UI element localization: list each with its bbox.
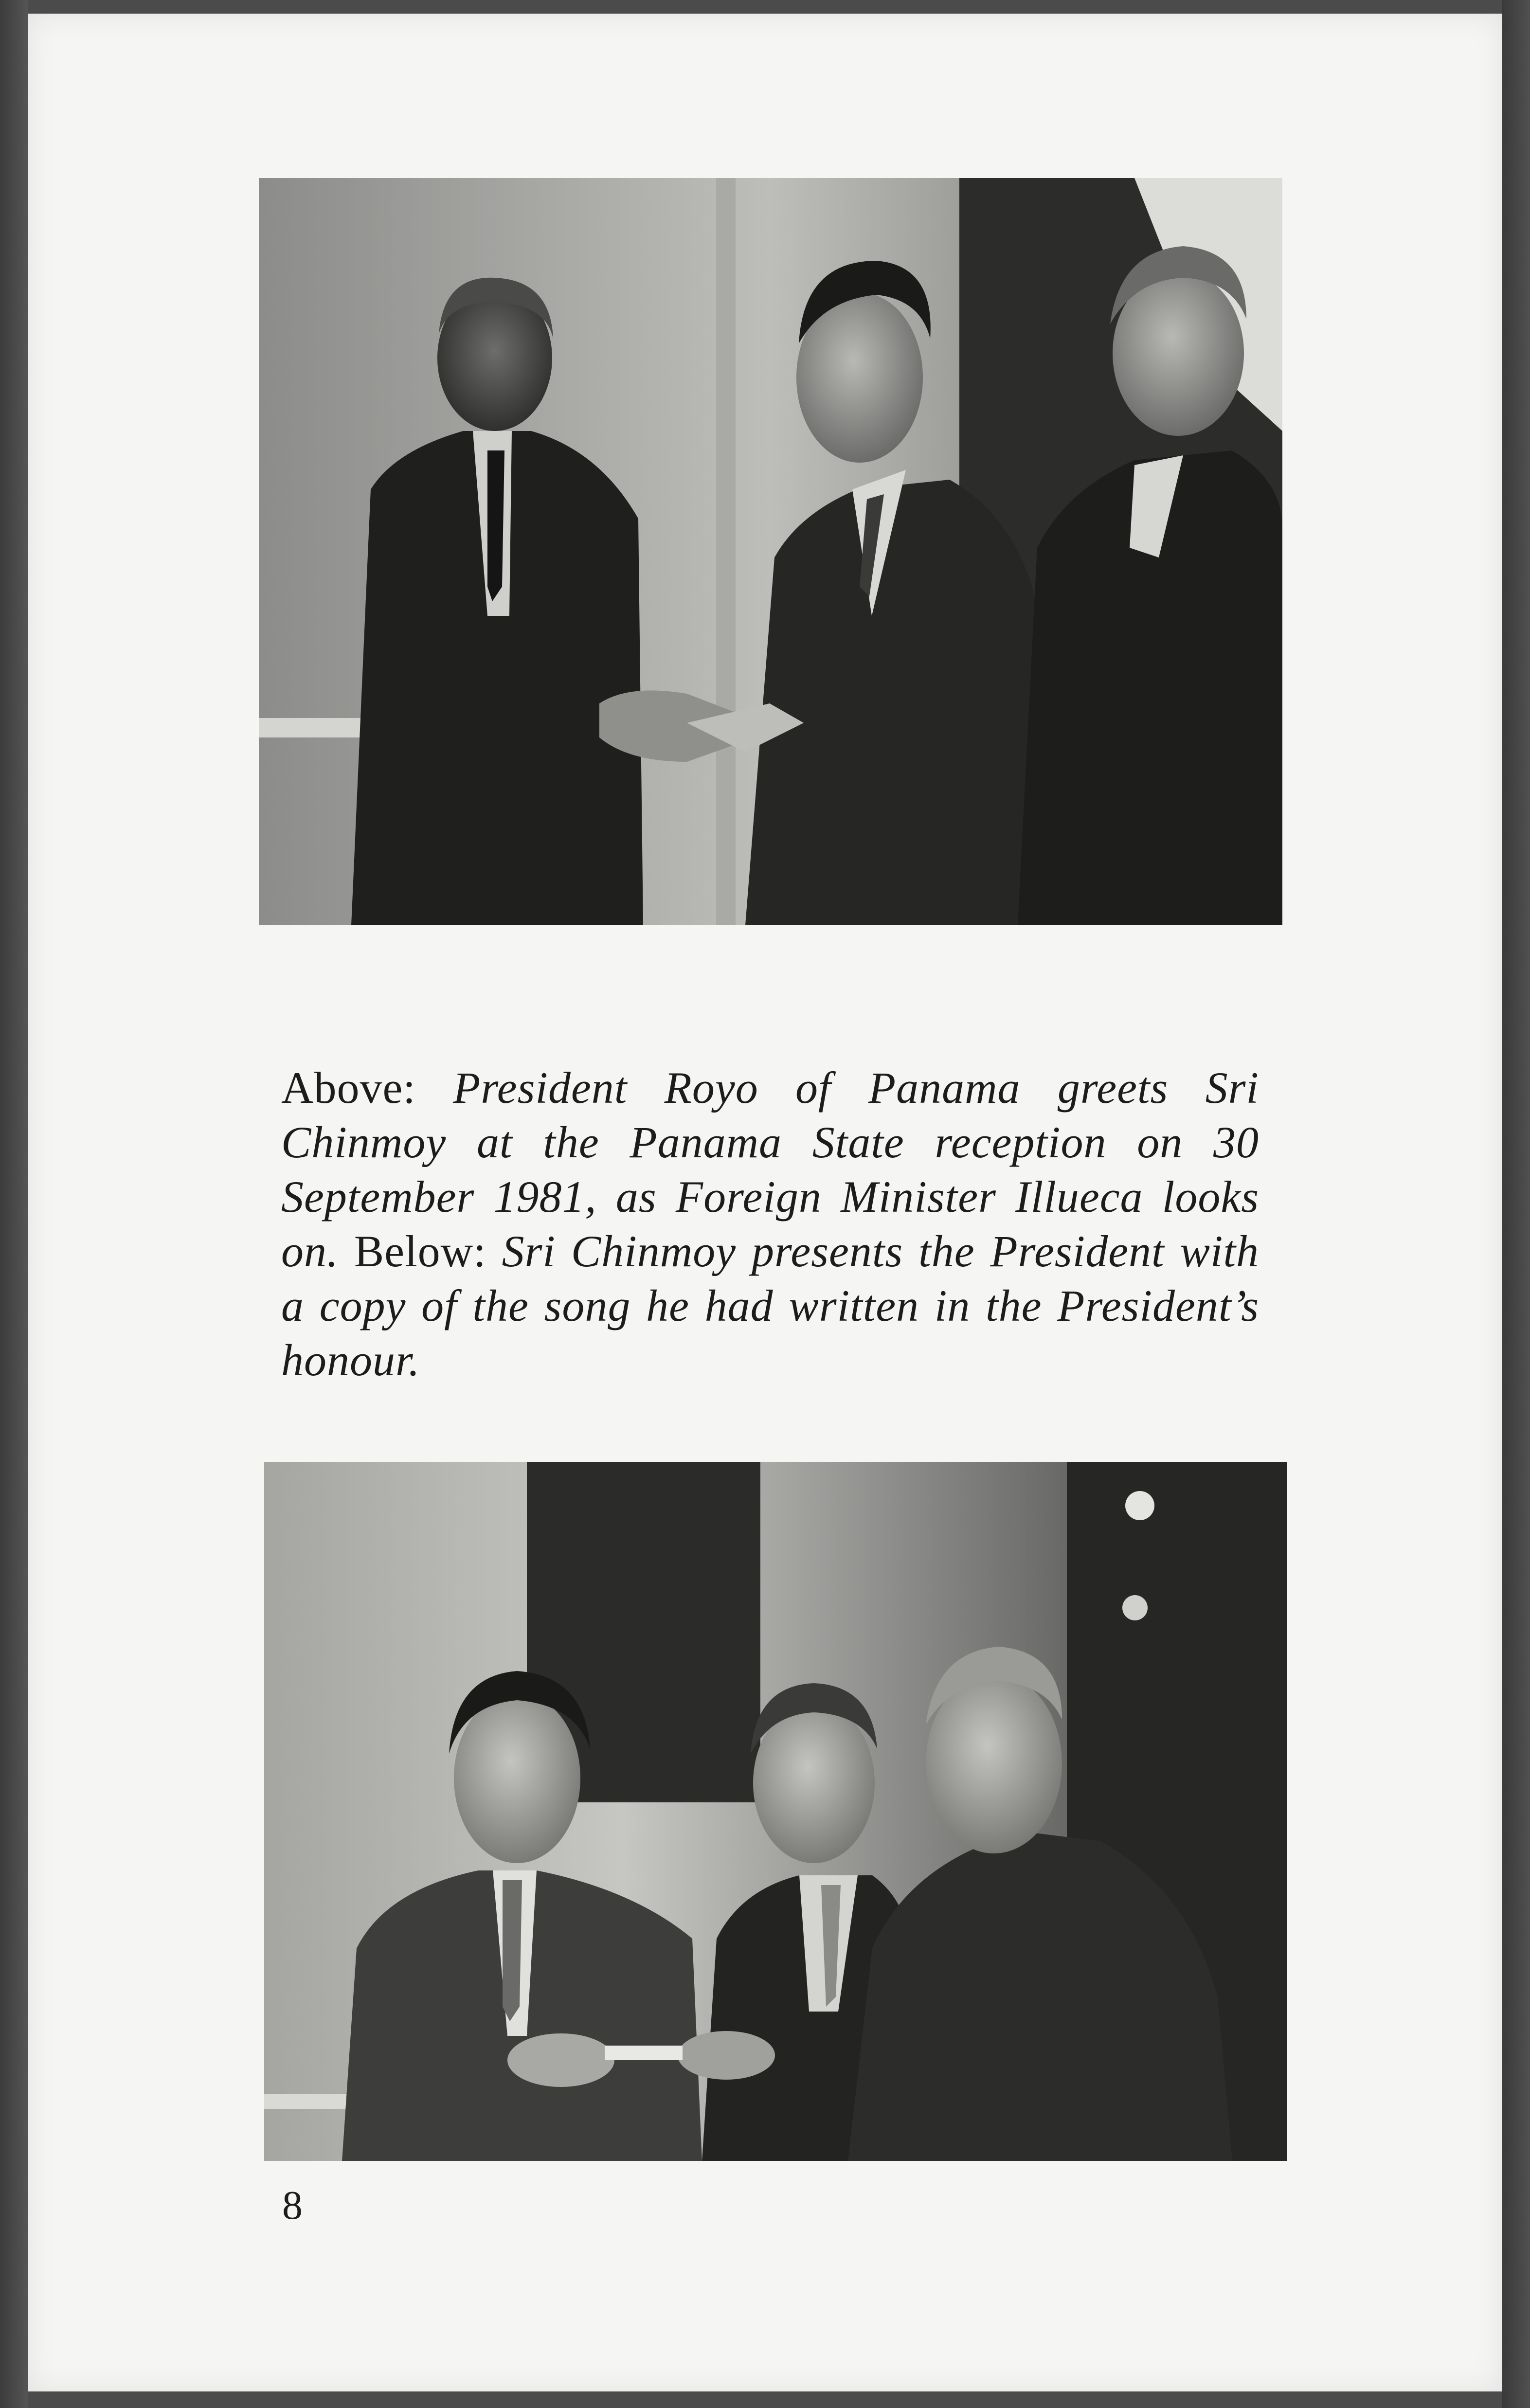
scan-border-left	[0, 0, 28, 2408]
page-number: 8	[282, 2183, 303, 2228]
caption-below-text: Sri Chinmoy presents the President with a copy of the song he had written in the President’s honour.	[281, 1226, 1260, 1385]
photo-handshake	[259, 178, 1282, 925]
scan-border-right	[1502, 0, 1530, 2408]
photo-song-presentation	[264, 1462, 1287, 2161]
caption-below-label: Below:	[354, 1226, 486, 1276]
caption-above-label: Above:	[281, 1063, 416, 1113]
caption-above-text: President Royo of Panama greets Sri Chinmoy at the Panama State reception on 30 September 1981, as Foreign Minister Illueca looks on.	[281, 1063, 1259, 1276]
photo-caption	[281, 1060, 1259, 1387]
